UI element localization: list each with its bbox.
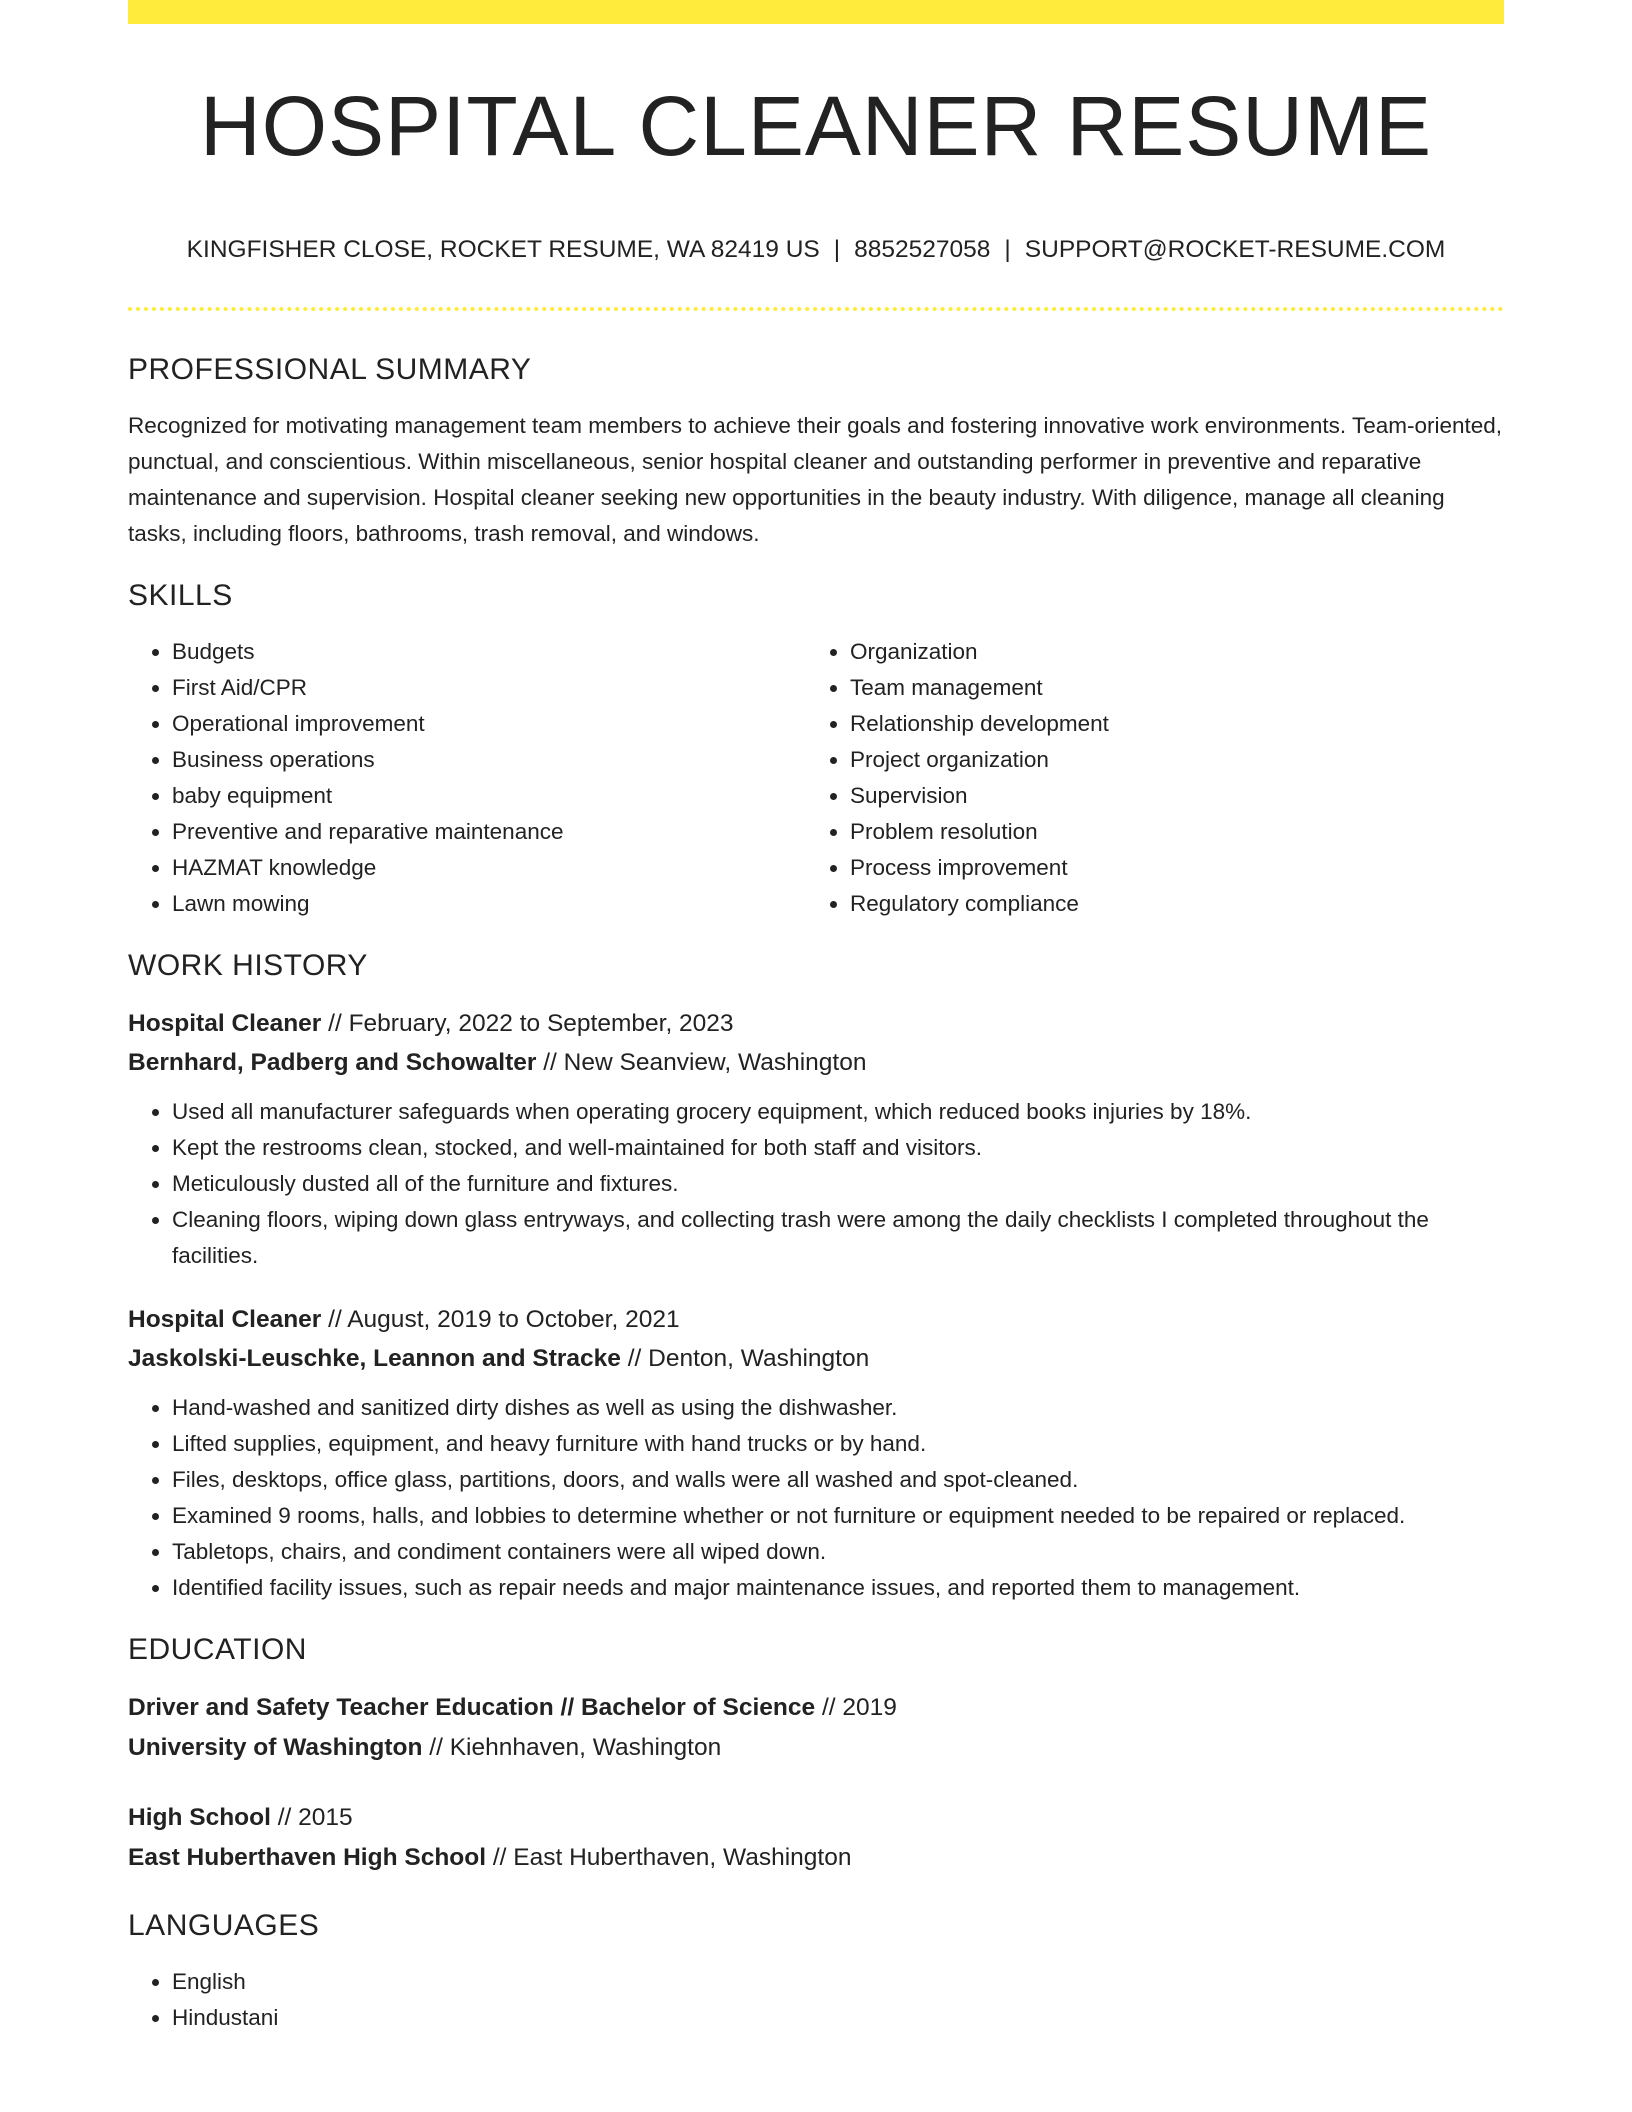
job-dates: // August, 2019 to October, 2021	[321, 1306, 680, 1333]
job-entry	[128, 1004, 1504, 1274]
education-school: University of Washington	[128, 1734, 423, 1761]
job-bullets	[128, 1094, 1504, 1274]
job-company-line	[128, 1339, 1504, 1378]
education-degree-line	[128, 1798, 1504, 1838]
job-title: Hospital Cleaner	[128, 1010, 322, 1037]
contact-phone: 8852527058	[854, 236, 991, 263]
job-bullet: • Cleaning floors, wiping down glass entryways, and collecting trash were among the daily checklists I completed throughout the facilities.	[172, 1202, 1504, 1274]
contact-separator: |	[1004, 236, 1011, 263]
skill-item: • Problem resolution	[850, 814, 1484, 850]
job-entry	[128, 1300, 1504, 1606]
education-heading: EDUCATION	[128, 1633, 307, 1666]
skill-item: • Regulatory compliance	[850, 886, 1484, 922]
skill-item: • Organization	[850, 634, 1484, 670]
job-bullet: • Used all manufacturer safeguards when operating grocery equipment, which reduced books injuries by 18%.	[172, 1094, 1504, 1130]
education-entry	[128, 1688, 1504, 1768]
skill-item: • Supervision	[850, 778, 1484, 814]
language-item: • English	[172, 1964, 1504, 2000]
job-title-line	[128, 1004, 1504, 1043]
contact-email: SUPPORT@ROCKET-RESUME.COM	[1024, 236, 1446, 263]
education-section	[128, 1632, 1504, 1878]
education-location: // East Huberthaven, Washington	[486, 1844, 852, 1871]
skill-item: • Budgets	[172, 634, 806, 670]
dotted-divider	[128, 307, 1504, 311]
skill-item: • HAZMAT knowledge	[172, 850, 806, 886]
education-entry	[128, 1798, 1504, 1878]
summary-text: Recognized for motivating management team members to achieve their goals and fostering innovative work environments. Team-oriented, punctual, and conscientious. Within miscellaneous, senior hospital cleaner and outstanding performer in preventive and reparative maintenance and supervision. Hospital cleaner seeking new opportunities in the beauty industry. With diligence, manage all cleaning tasks, including floors, bathrooms, trash removal, and windows.	[128, 413, 1503, 546]
resume-title: HOSPITAL CLEANER RESUME	[200, 79, 1432, 173]
job-bullet: • Files, desktops, office glass, partitions, doors, and walls were all washed and spot-cleaned.	[172, 1462, 1504, 1498]
education-year: // 2019	[815, 1694, 897, 1721]
contact-line	[128, 236, 1504, 264]
job-bullet: • Examined 9 rooms, halls, and lobbies to determine whether or not furniture or equipment needed to be repaired or replaced.	[172, 1498, 1504, 1534]
language-item: • Hindustani	[172, 2000, 1504, 2036]
education-degree: High School	[128, 1804, 271, 1831]
skills-list-right	[806, 634, 1484, 922]
education-location: // Kiehnhaven, Washington	[422, 1734, 722, 1761]
summary-section	[128, 352, 1504, 552]
languages-section	[128, 1908, 1504, 2036]
skill-item: • Relationship development	[850, 706, 1484, 742]
job-company: Bernhard, Padberg and Schowalter	[128, 1049, 537, 1076]
job-company-line	[128, 1043, 1504, 1082]
job-bullet: • Identified facility issues, such as repair needs and major maintenance issues, and reported them to management.	[172, 1570, 1504, 1606]
skill-item: • Team management	[850, 670, 1484, 706]
work-section	[128, 948, 1504, 1606]
skill-item: • Preventive and reparative maintenance	[172, 814, 806, 850]
job-location: // New Seanview, Washington	[536, 1049, 867, 1076]
skill-item: • Lawn mowing	[172, 886, 806, 922]
skill-item: • Business operations	[172, 742, 806, 778]
education-school-line	[128, 1838, 1504, 1878]
education-school: East Huberthaven High School	[128, 1844, 487, 1871]
education-year: // 2015	[270, 1804, 353, 1831]
skill-item: • Operational improvement	[172, 706, 806, 742]
contact-separator: |	[833, 236, 841, 263]
contact-address: KINGFISHER CLOSE, ROCKET RESUME, WA 82419 US	[186, 236, 820, 263]
languages-list	[128, 1964, 1504, 2036]
education-school-line	[128, 1728, 1504, 1768]
job-bullet: • Meticulously dusted all of the furniture and fixtures.	[172, 1166, 1504, 1202]
languages-heading: LANGUAGES	[128, 1909, 320, 1942]
work-heading: WORK HISTORY	[128, 949, 368, 982]
skill-item: • First Aid/CPR	[172, 670, 806, 706]
skills-columns	[128, 634, 1504, 922]
job-bullet: • Kept the restrooms clean, stocked, and well-maintained for both staff and visitors.	[172, 1130, 1504, 1166]
job-dates: // February, 2022 to September, 2023	[321, 1010, 734, 1037]
resume-content	[128, 352, 1504, 2062]
summary-heading: PROFESSIONAL SUMMARY	[128, 353, 532, 386]
job-bullet: • Tabletops, chairs, and condiment containers were all wiped down.	[172, 1534, 1504, 1570]
job-title-line	[128, 1300, 1504, 1339]
education-degree-line	[128, 1688, 1504, 1728]
job-bullet: • Hand-washed and sanitized dirty dishes as well as using the dishwasher.	[172, 1390, 1504, 1426]
job-location: // Denton, Washington	[620, 1345, 870, 1372]
skill-item: • Project organization	[850, 742, 1484, 778]
skills-section	[128, 578, 1504, 922]
education-degree: Driver and Safety Teacher Education // Bachelor of Science	[128, 1694, 816, 1721]
skill-item: • Process improvement	[850, 850, 1484, 886]
accent-top-bar	[128, 0, 1504, 24]
job-bullet: • Lifted supplies, equipment, and heavy furniture with hand trucks or by hand.	[172, 1426, 1504, 1462]
job-company: Jaskolski-Leuschke, Leannon and Stracke	[128, 1345, 621, 1372]
job-title: Hospital Cleaner	[128, 1306, 322, 1333]
skill-item: • baby equipment	[172, 778, 806, 814]
job-bullets	[128, 1390, 1504, 1606]
skills-heading: SKILLS	[128, 579, 233, 612]
skills-list-left	[128, 634, 806, 922]
